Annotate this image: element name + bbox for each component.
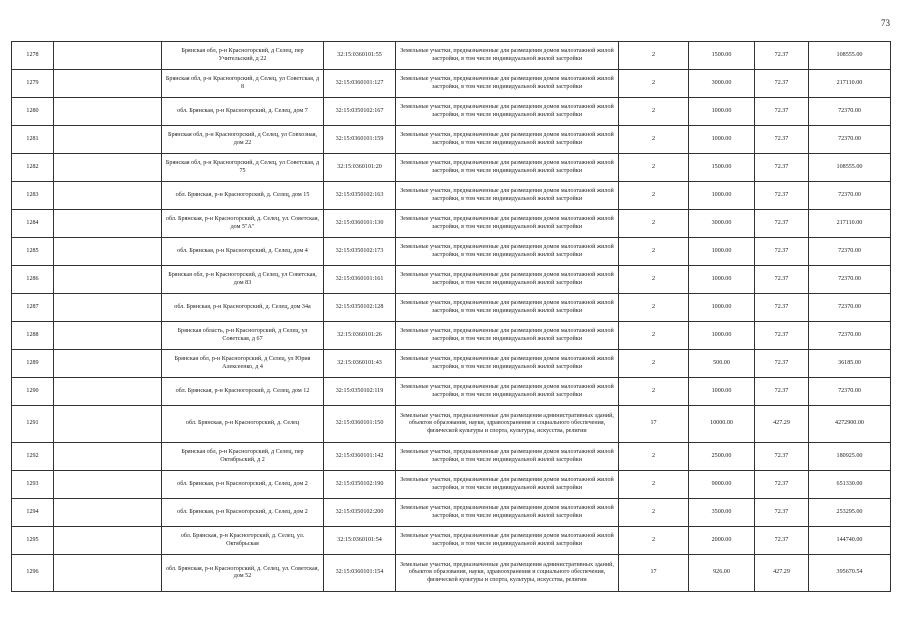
cadastral-value-cell: 651330.00 <box>809 471 891 499</box>
area-cell: 1000.00 <box>689 322 755 350</box>
cadastral-number-cell: 32:15:0360101:154 <box>324 555 396 592</box>
specific-value-cell: 72.37 <box>755 266 809 294</box>
address-cell: обл. Брянская, р-н Красногорский, д. Селец, дом 2 <box>162 499 324 527</box>
area-cell: 1000.00 <box>689 294 755 322</box>
table-row <box>12 70 891 98</box>
cadastral-value-cell: 72370.00 <box>809 182 891 210</box>
category-cell: 17 <box>619 555 689 592</box>
blank-cell <box>54 406 162 443</box>
cadastral-number-cell: 32:15:0360101:54 <box>324 527 396 555</box>
land-use-cell: Земельные участки, предназначенные для размещения административных зданий, объектов образования, науки, здравоохранения и социального обеспечения, физической культуры и спорта, культуры, искусства, религии <box>396 406 619 443</box>
table-row <box>12 294 891 322</box>
blank-cell <box>54 443 162 471</box>
address-cell: обл. Брянская, р-н Красногорский, д. Селец, дом 2 <box>162 471 324 499</box>
area-cell: 3500.00 <box>689 499 755 527</box>
land-use-cell: Земельные участки, предназначенные для размещения домов малоэтажной жилой застройки, в том числе индивидуальной жилой застройки <box>396 238 619 266</box>
category-cell: 2 <box>619 98 689 126</box>
category-cell: 2 <box>619 378 689 406</box>
cadastral-number-cell: 32:15:0350102:163 <box>324 182 396 210</box>
address-cell: обл. Брянская, р-н Красногорский, д. Селец, ул. Советская, дом 52 <box>162 555 324 592</box>
row-number-cell: 1279 <box>12 70 54 98</box>
cadastral-number-cell: 32:15:0360101:20 <box>324 154 396 182</box>
blank-cell <box>54 471 162 499</box>
table-row <box>12 98 891 126</box>
table-row <box>12 210 891 238</box>
land-use-cell: Земельные участки, предназначенные для размещения домов малоэтажной жилой застройки, в том числе индивидуальной жилой застройки <box>396 443 619 471</box>
row-number-cell: 1293 <box>12 471 54 499</box>
category-cell: 2 <box>619 499 689 527</box>
category-cell: 2 <box>619 154 689 182</box>
cadastral-number-cell: 32:15:0360101:130 <box>324 210 396 238</box>
blank-cell <box>54 42 162 70</box>
land-use-cell: Земельные участки, предназначенные для размещения домов малоэтажной жилой застройки, в том числе индивидуальной жилой застройки <box>396 266 619 294</box>
address-cell: обл. Брянская, р-н Красногорский, д. Селец, дом 15 <box>162 182 324 210</box>
area-cell: 3000.00 <box>689 210 755 238</box>
specific-value-cell: 72.37 <box>755 126 809 154</box>
specific-value-cell: 72.37 <box>755 350 809 378</box>
row-number-cell: 1295 <box>12 527 54 555</box>
category-cell: 2 <box>619 182 689 210</box>
cadastral-value-cell: 253295.00 <box>809 499 891 527</box>
table-row <box>12 443 891 471</box>
area-cell: 1000.00 <box>689 266 755 294</box>
cadastral-value-cell: 36185.00 <box>809 350 891 378</box>
specific-value-cell: 72.37 <box>755 238 809 266</box>
blank-cell <box>54 126 162 154</box>
land-use-cell: Земельные участки, предназначенные для размещения домов малоэтажной жилой застройки, в том числе индивидуальной жилой застройки <box>396 42 619 70</box>
category-cell: 2 <box>619 70 689 98</box>
land-use-cell: Земельные участки, предназначенные для размещения домов малоэтажной жилой застройки, в том числе индивидуальной жилой застройки <box>396 126 619 154</box>
category-cell: 2 <box>619 126 689 154</box>
land-use-cell: Земельные участки, предназначенные для размещения домов малоэтажной жилой застройки, в том числе индивидуальной жилой застройки <box>396 182 619 210</box>
cadastral-value-cell: 72370.00 <box>809 98 891 126</box>
cadastral-number-cell: 32:15:0350102:173 <box>324 238 396 266</box>
land-use-cell: Земельные участки, предназначенные для размещения домов малоэтажной жилой застройки, в том числе индивидуальной жилой застройки <box>396 70 619 98</box>
blank-cell <box>54 350 162 378</box>
table-body <box>12 42 891 592</box>
row-number-cell: 1280 <box>12 98 54 126</box>
land-use-cell: Земельные участки, предназначенные для размещения домов малоэтажной жилой застройки, в том числе индивидуальной жилой застройки <box>396 294 619 322</box>
cadastral-number-cell: 32:15:0350102:128 <box>324 294 396 322</box>
address-cell: обл. Брянская, р-н Красногорский, д. Селец, дом 4 <box>162 238 324 266</box>
blank-cell <box>54 527 162 555</box>
specific-value-cell: 72.37 <box>755 294 809 322</box>
cadastral-value-cell: 72370.00 <box>809 266 891 294</box>
table-row <box>12 182 891 210</box>
area-cell: 1500.00 <box>689 42 755 70</box>
specific-value-cell: 72.37 <box>755 443 809 471</box>
address-cell: Брянская область, р-н Красногорский, д Селец, ул Советская, д 67 <box>162 322 324 350</box>
category-cell: 17 <box>619 406 689 443</box>
blank-cell <box>54 210 162 238</box>
cadastral-value-cell: 217110.00 <box>809 70 891 98</box>
table-row <box>12 350 891 378</box>
cadastral-number-cell: 32:15:0360101:43 <box>324 350 396 378</box>
area-cell: 1000.00 <box>689 98 755 126</box>
land-use-cell: Земельные участки, предназначенные для размещения домов малоэтажной жилой застройки, в том числе индивидуальной жилой застройки <box>396 154 619 182</box>
land-use-cell: Земельные участки, предназначенные для размещения домов малоэтажной жилой застройки, в том числе индивидуальной жилой застройки <box>396 350 619 378</box>
address-cell: обл. Брянская, р-н Красногорский, д. Селец, дом 7 <box>162 98 324 126</box>
land-register-table <box>11 41 891 592</box>
category-cell: 2 <box>619 322 689 350</box>
row-number-cell: 1278 <box>12 42 54 70</box>
category-cell: 2 <box>619 266 689 294</box>
cadastral-number-cell: 32:15:0360101:127 <box>324 70 396 98</box>
specific-value-cell: 72.37 <box>755 42 809 70</box>
row-number-cell: 1282 <box>12 154 54 182</box>
area-cell: 1000.00 <box>689 378 755 406</box>
cadastral-value-cell: 395670.54 <box>809 555 891 592</box>
area-cell: 2500.00 <box>689 443 755 471</box>
land-use-cell: Земельные участки, предназначенные для размещения домов малоэтажной жилой застройки, в том числе индивидуальной жилой застройки <box>396 322 619 350</box>
specific-value-cell: 72.37 <box>755 210 809 238</box>
specific-value-cell: 72.37 <box>755 527 809 555</box>
cadastral-value-cell: 72370.00 <box>809 322 891 350</box>
address-cell: обл. Брянская, р-н Красногорский, д. Селец, ул. Советская, дом 5"А" <box>162 210 324 238</box>
land-use-cell: Земельные участки, предназначенные для размещения домов малоэтажной жилой застройки, в том числе индивидуальной жилой застройки <box>396 471 619 499</box>
cadastral-value-cell: 72370.00 <box>809 378 891 406</box>
cadastral-number-cell: 32:15:0360101:26 <box>324 322 396 350</box>
category-cell: 2 <box>619 471 689 499</box>
specific-value-cell: 72.37 <box>755 98 809 126</box>
cadastral-number-cell: 32:15:0360101:150 <box>324 406 396 443</box>
cadastral-value-cell: 72370.00 <box>809 126 891 154</box>
row-number-cell: 1296 <box>12 555 54 592</box>
row-number-cell: 1281 <box>12 126 54 154</box>
cadastral-number-cell: 32:15:0360101:55 <box>324 42 396 70</box>
specific-value-cell: 72.37 <box>755 322 809 350</box>
specific-value-cell: 72.37 <box>755 378 809 406</box>
category-cell: 2 <box>619 238 689 266</box>
table-row <box>12 527 891 555</box>
specific-value-cell: 427.29 <box>755 406 809 443</box>
specific-value-cell: 72.37 <box>755 499 809 527</box>
land-use-cell: Земельные участки, предназначенные для размещения домов малоэтажной жилой застройки, в том числе индивидуальной жилой застройки <box>396 98 619 126</box>
category-cell: 2 <box>619 443 689 471</box>
blank-cell <box>54 499 162 527</box>
specific-value-cell: 72.37 <box>755 70 809 98</box>
blank-cell <box>54 294 162 322</box>
table-row <box>12 499 891 527</box>
address-cell: обл. Брянская, р-н Красногорский, д. Селец, дом 12 <box>162 378 324 406</box>
cadastral-number-cell: 32:15:0350102:190 <box>324 471 396 499</box>
row-number-cell: 1285 <box>12 238 54 266</box>
blank-cell <box>54 555 162 592</box>
area-cell: 10000.00 <box>689 406 755 443</box>
area-cell: 1000.00 <box>689 238 755 266</box>
area-cell: 1000.00 <box>689 126 755 154</box>
area-cell: 926.00 <box>689 555 755 592</box>
table-row <box>12 266 891 294</box>
cadastral-number-cell: 32:15:0360101:159 <box>324 126 396 154</box>
area-cell: 2000.00 <box>689 527 755 555</box>
area-cell: 9000.00 <box>689 471 755 499</box>
address-cell: Брянская обл, р-н Красногорский, д Селец, ул Советская, д 8 <box>162 70 324 98</box>
blank-cell <box>54 378 162 406</box>
cadastral-value-cell: 108555.00 <box>809 42 891 70</box>
blank-cell <box>54 98 162 126</box>
table-row <box>12 238 891 266</box>
row-number-cell: 1287 <box>12 294 54 322</box>
row-number-cell: 1284 <box>12 210 54 238</box>
specific-value-cell: 427.29 <box>755 555 809 592</box>
address-cell: Брянская обл, р-н Красногорский, д Селец, пер Учительский, д 22 <box>162 42 324 70</box>
cadastral-number-cell: 32:15:0350102:119 <box>324 378 396 406</box>
row-number-cell: 1292 <box>12 443 54 471</box>
table-row <box>12 378 891 406</box>
table-row <box>12 555 891 592</box>
category-cell: 2 <box>619 42 689 70</box>
blank-cell <box>54 70 162 98</box>
blank-cell <box>54 322 162 350</box>
blank-cell <box>54 182 162 210</box>
area-cell: 1000.00 <box>689 182 755 210</box>
specific-value-cell: 72.37 <box>755 182 809 210</box>
land-use-cell: Земельные участки, предназначенные для размещения домов малоэтажной жилой застройки, в том числе индивидуальной жилой застройки <box>396 378 619 406</box>
table-row <box>12 42 891 70</box>
address-cell: обл. Брянская, р-н Красногорский, д. Селец <box>162 406 324 443</box>
table-row <box>12 322 891 350</box>
table-row <box>12 126 891 154</box>
land-use-cell: Земельные участки, предназначенные для размещения административных зданий, объектов образования, науки, здравоохранения и социального обеспечения, физической культуры и спорта, культуры, искусства, религии <box>396 555 619 592</box>
cadastral-number-cell: 32:15:0360101:142 <box>324 443 396 471</box>
address-cell: обл. Брянская, р-н Красногорский, д. Селец, дом 34а <box>162 294 324 322</box>
cadastral-value-cell: 72370.00 <box>809 294 891 322</box>
row-number-cell: 1286 <box>12 266 54 294</box>
row-number-cell: 1289 <box>12 350 54 378</box>
table-row <box>12 406 891 443</box>
page-number: 73 <box>881 18 890 28</box>
address-cell: Брянская обл, р-н Красногорский, д Селец, пер Октябрьский, д 2 <box>162 443 324 471</box>
cadastral-value-cell: 4272900.00 <box>809 406 891 443</box>
specific-value-cell: 72.37 <box>755 154 809 182</box>
category-cell: 2 <box>619 294 689 322</box>
address-cell: Брянская обл, р-н Красногорский, д Селец, ул Юрия Алексеенко, д 4 <box>162 350 324 378</box>
land-use-cell: Земельные участки, предназначенные для размещения домов малоэтажной жилой застройки, в том числе индивидуальной жилой застройки <box>396 499 619 527</box>
blank-cell <box>54 154 162 182</box>
address-cell: Брянская обл, р-н Красногорский, д Селец, ул Советская, д 75 <box>162 154 324 182</box>
specific-value-cell: 72.37 <box>755 471 809 499</box>
address-cell: обл. Брянская, р-н Красногорский, д. Селец, ул. Октябрьская <box>162 527 324 555</box>
category-cell: 2 <box>619 350 689 378</box>
area-cell: 1500.00 <box>689 154 755 182</box>
table-row <box>12 154 891 182</box>
address-cell: Брянская обл, р-н Красногорский, д Селец, ул Советская, дом 83 <box>162 266 324 294</box>
cadastral-value-cell: 180925.00 <box>809 443 891 471</box>
area-cell: 500.00 <box>689 350 755 378</box>
cadastral-value-cell: 144740.00 <box>809 527 891 555</box>
row-number-cell: 1291 <box>12 406 54 443</box>
blank-cell <box>54 266 162 294</box>
land-use-cell: Земельные участки, предназначенные для размещения домов малоэтажной жилой застройки, в том числе индивидуальной жилой застройки <box>396 210 619 238</box>
cadastral-value-cell: 108555.00 <box>809 154 891 182</box>
cadastral-number-cell: 32:15:0350102:167 <box>324 98 396 126</box>
row-number-cell: 1294 <box>12 499 54 527</box>
table-row <box>12 471 891 499</box>
category-cell: 2 <box>619 527 689 555</box>
cadastral-value-cell: 72370.00 <box>809 238 891 266</box>
cadastral-number-cell: 32:15:0360101:161 <box>324 266 396 294</box>
cadastral-value-cell: 217110.00 <box>809 210 891 238</box>
row-number-cell: 1283 <box>12 182 54 210</box>
category-cell: 2 <box>619 210 689 238</box>
row-number-cell: 1288 <box>12 322 54 350</box>
blank-cell <box>54 238 162 266</box>
land-use-cell: Земельные участки, предназначенные для размещения домов малоэтажной жилой застройки, в том числе индивидуальной жилой застройки <box>396 527 619 555</box>
cadastral-number-cell: 32:15:0350102:200 <box>324 499 396 527</box>
area-cell: 3000.00 <box>689 70 755 98</box>
row-number-cell: 1290 <box>12 378 54 406</box>
address-cell: Брянская обл, р-н Красногорский, д Селец, ул Совхозная, дом 22 <box>162 126 324 154</box>
